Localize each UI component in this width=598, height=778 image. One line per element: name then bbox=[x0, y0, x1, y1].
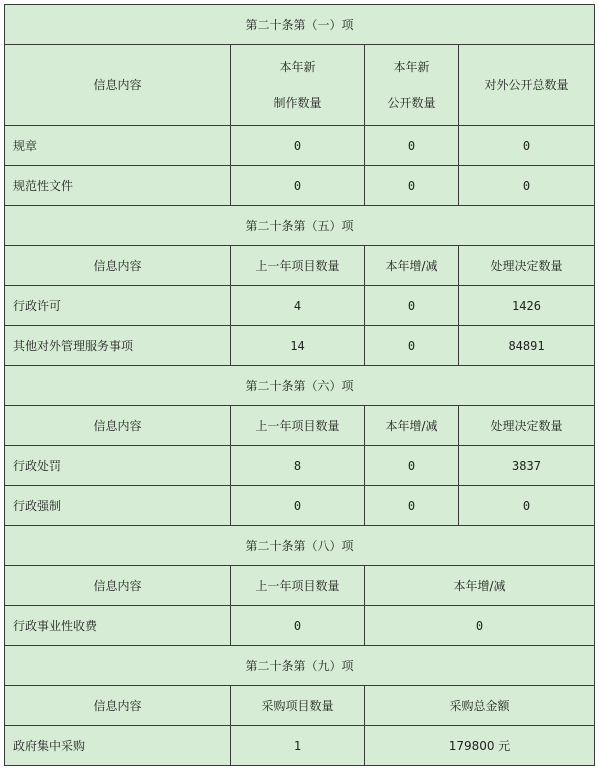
table-row bbox=[5, 726, 595, 766]
header-row bbox=[5, 686, 595, 726]
header-cell: 信息内容 bbox=[5, 566, 231, 606]
header-cell: 信息内容 bbox=[5, 246, 231, 286]
cell-value: 4 bbox=[231, 286, 365, 326]
row-label: 行政处罚 bbox=[5, 446, 231, 486]
section-title: 第二十条第（五）项 bbox=[5, 206, 595, 246]
cell-value: 0 bbox=[459, 126, 595, 166]
section-title-row bbox=[5, 646, 595, 686]
section-title-row bbox=[5, 526, 595, 566]
row-label: 规范性文件 bbox=[5, 166, 231, 206]
cell-value: 3837 bbox=[459, 446, 595, 486]
cell-value: 14 bbox=[231, 326, 365, 366]
section-title: 第二十条第（一）项 bbox=[5, 5, 595, 45]
header-row bbox=[5, 45, 595, 126]
header-cell: 上一年项目数量 bbox=[231, 566, 365, 606]
cell-value: 0 bbox=[365, 326, 459, 366]
disclosure-table bbox=[4, 4, 595, 766]
section-title-row bbox=[5, 366, 595, 406]
header-cell: 本年新 公开数量 bbox=[365, 45, 459, 126]
cell-value: 1 bbox=[231, 726, 365, 766]
row-label: 行政事业性收费 bbox=[5, 606, 231, 646]
cell-value: 8 bbox=[231, 446, 365, 486]
cell-value: 0 bbox=[365, 166, 459, 206]
header-cell: 上一年项目数量 bbox=[231, 406, 365, 446]
row-label: 行政许可 bbox=[5, 286, 231, 326]
section-title-row bbox=[5, 5, 595, 45]
table-row bbox=[5, 486, 595, 526]
section-title: 第二十条第（八）项 bbox=[5, 526, 595, 566]
row-label: 其他对外管理服务事项 bbox=[5, 326, 231, 366]
table-row bbox=[5, 606, 595, 646]
header-cell: 本年新 制作数量 bbox=[231, 45, 365, 126]
header-row bbox=[5, 246, 595, 286]
table-row bbox=[5, 446, 595, 486]
cell-value: 0 bbox=[459, 166, 595, 206]
cell-value: 0 bbox=[459, 486, 595, 526]
section-title: 第二十条第（六）项 bbox=[5, 366, 595, 406]
cell-value: 84891 bbox=[459, 326, 595, 366]
row-label: 行政强制 bbox=[5, 486, 231, 526]
header-cell: 信息内容 bbox=[5, 45, 231, 126]
cell-value: 179800 元 bbox=[365, 726, 595, 766]
header-cell: 本年增/减 bbox=[365, 566, 595, 606]
header-cell: 本年增/减 bbox=[365, 406, 459, 446]
cell-value: 0 bbox=[231, 166, 365, 206]
table-row bbox=[5, 326, 595, 366]
header-cell: 处理决定数量 bbox=[459, 246, 595, 286]
cell-value: 0 bbox=[231, 486, 365, 526]
section-title: 第二十条第（九）项 bbox=[5, 646, 595, 686]
cell-value: 1426 bbox=[459, 286, 595, 326]
header-row bbox=[5, 406, 595, 446]
table-row bbox=[5, 166, 595, 206]
header-cell: 采购总金额 bbox=[365, 686, 595, 726]
table-row bbox=[5, 126, 595, 166]
header-cell: 信息内容 bbox=[5, 686, 231, 726]
cell-value: 0 bbox=[365, 286, 459, 326]
cell-value: 0 bbox=[231, 126, 365, 166]
header-cell: 上一年项目数量 bbox=[231, 246, 365, 286]
header-cell: 本年增/减 bbox=[365, 246, 459, 286]
cell-value: 0 bbox=[365, 486, 459, 526]
header-cell: 采购项目数量 bbox=[231, 686, 365, 726]
row-label: 政府集中采购 bbox=[5, 726, 231, 766]
header-cell: 处理决定数量 bbox=[459, 406, 595, 446]
header-cell: 对外公开总数量 bbox=[459, 45, 595, 126]
section-title-row bbox=[5, 206, 595, 246]
row-label: 规章 bbox=[5, 126, 231, 166]
header-cell: 信息内容 bbox=[5, 406, 231, 446]
cell-value: 0 bbox=[365, 446, 459, 486]
header-row bbox=[5, 566, 595, 606]
cell-value: 0 bbox=[365, 606, 595, 646]
cell-value: 0 bbox=[231, 606, 365, 646]
cell-value: 0 bbox=[365, 126, 459, 166]
table-row bbox=[5, 286, 595, 326]
